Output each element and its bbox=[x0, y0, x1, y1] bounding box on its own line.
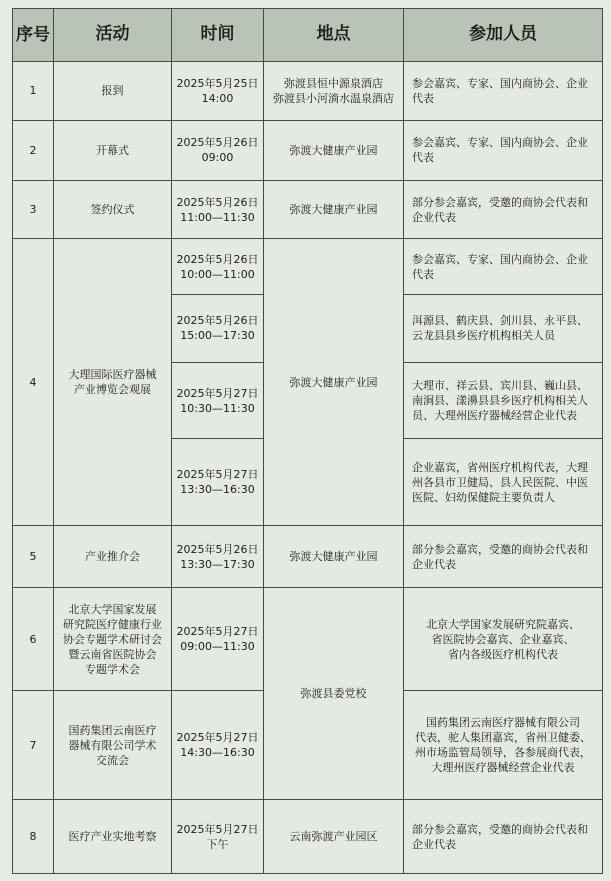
hour-line: 15:00—17:30 bbox=[180, 329, 255, 343]
seq-cell: 1 bbox=[13, 61, 54, 121]
time-cell bbox=[172, 294, 264, 362]
date-line: 2025年5月27日 bbox=[176, 822, 259, 836]
activity-line: 国药集团云南医疗 bbox=[68, 723, 157, 737]
participants-cell: 参会嘉宾、专家、国内商协会、企业代表 bbox=[404, 239, 603, 295]
header-row bbox=[13, 9, 603, 62]
date-line: 2025年5月26日 bbox=[176, 314, 259, 328]
date-line: 2025年5月27日 bbox=[176, 731, 259, 745]
time-cell bbox=[172, 180, 264, 239]
activity-cell bbox=[54, 691, 172, 800]
table-row bbox=[13, 800, 603, 874]
hour-line: 下午 bbox=[206, 837, 229, 851]
hour-line: 10:30—11:30 bbox=[180, 401, 255, 415]
header-activity: 活动 bbox=[54, 9, 172, 62]
time-cell bbox=[172, 121, 264, 181]
date-line: 2025年5月27日 bbox=[176, 468, 259, 482]
participants-cell: 企业嘉宾，省州医疗机构代表，大理州各县市卫健局、县人民医院、中医医院、妇幼保健院主要负责人 bbox=[404, 439, 603, 526]
participants-line: 州市场监管局领导，各参展商代表， bbox=[415, 746, 591, 760]
place-cell: 弥渡大健康产业园 bbox=[264, 239, 404, 526]
seq-cell: 3 bbox=[13, 180, 54, 239]
place-cell bbox=[264, 61, 404, 121]
table-row bbox=[13, 526, 603, 588]
time-cell bbox=[172, 362, 264, 439]
schedule-sheet bbox=[12, 8, 602, 874]
table-row bbox=[13, 61, 603, 121]
seq-cell: 6 bbox=[13, 587, 54, 690]
seq-cell: 4 bbox=[13, 239, 54, 526]
activity-line: 专题学术会 bbox=[85, 662, 140, 676]
seq-cell: 8 bbox=[13, 800, 54, 874]
activity-cell bbox=[54, 587, 172, 690]
date-line: 2025年5月26日 bbox=[176, 252, 259, 266]
activity-line: 研究院医疗健康行业 bbox=[63, 617, 162, 631]
participants-cell: 部分参会嘉宾，受邀的商协会代表和企业代表 bbox=[404, 800, 603, 874]
participants-line: 省医院协会嘉宾、企业嘉宾、 bbox=[431, 632, 575, 646]
activity-line: 产业博览会观展 bbox=[74, 383, 151, 397]
time-cell bbox=[172, 691, 264, 800]
table-row bbox=[13, 587, 603, 690]
schedule-table bbox=[12, 8, 603, 874]
place-cell: 弥渡县委党校 bbox=[264, 587, 404, 799]
participants-line: 大理州医疗器械经营企业代表 bbox=[431, 761, 575, 775]
time-cell bbox=[172, 800, 264, 874]
seq-cell: 5 bbox=[13, 526, 54, 588]
participants-cell bbox=[404, 691, 603, 800]
place-cell: 弥渡大健康产业园 bbox=[264, 180, 404, 239]
place-line: 弥渡县小河淌水温泉酒店 bbox=[273, 91, 394, 105]
activity-line: 北京大学国家发展 bbox=[68, 602, 157, 616]
time-cell bbox=[172, 526, 264, 588]
activity-cell: 报到 bbox=[54, 61, 172, 121]
date-line: 2025年5月25日 bbox=[176, 76, 259, 90]
header-participants: 参加人员 bbox=[404, 9, 603, 62]
hour-line: 13:30—17:30 bbox=[180, 557, 255, 571]
hour-line: 09:00 bbox=[201, 151, 234, 165]
hour-line: 10:00—11:00 bbox=[180, 267, 255, 281]
date-line: 2025年5月26日 bbox=[176, 542, 259, 556]
place-cell: 弥渡大健康产业园 bbox=[264, 526, 404, 588]
place-cell: 弥渡大健康产业园 bbox=[264, 121, 404, 181]
activity-cell: 开幕式 bbox=[54, 121, 172, 181]
date-line: 2025年5月27日 bbox=[176, 386, 259, 400]
time-cell bbox=[172, 587, 264, 690]
date-line: 2025年5月27日 bbox=[176, 625, 259, 638]
header-time: 时间 bbox=[172, 9, 264, 62]
participants-cell bbox=[404, 587, 603, 690]
table-row bbox=[13, 239, 603, 295]
hour-line: 14:00 bbox=[201, 91, 234, 105]
table-row bbox=[13, 121, 603, 181]
header-seq: 序号 bbox=[13, 9, 54, 62]
activity-cell bbox=[54, 239, 172, 526]
place-cell: 云南弥渡产业园区 bbox=[264, 800, 404, 874]
participants-cell: 参会嘉宾、专家、国内商协会、企业代表 bbox=[404, 61, 603, 121]
activity-cell: 医疗产业实地考察 bbox=[54, 800, 172, 874]
seq-cell: 7 bbox=[13, 691, 54, 800]
header-place: 地点 bbox=[264, 9, 404, 62]
activity-cell: 签约仪式 bbox=[54, 180, 172, 239]
participants-cell: 洱源县、鹤庆县、剑川县、永平县、云龙县县乡医疗机构相关人员 bbox=[404, 294, 603, 362]
time-cell bbox=[172, 239, 264, 295]
participants-cell: 大理市、祥云县、宾川县、巍山县、南涧县、漾濞县县乡医疗机构相关人员、大理州医疗器械经营企业代表 bbox=[404, 362, 603, 439]
hour-line: 13:30—16:30 bbox=[180, 483, 255, 497]
activity-line: 器械有限公司学术 bbox=[68, 738, 157, 752]
activity-cell: 产业推介会 bbox=[54, 526, 172, 588]
participants-line: 代表，驼人集团嘉宾，省州卫健委、 bbox=[415, 731, 591, 745]
activity-line: 暨云南省医院协会 bbox=[68, 647, 157, 661]
hour-line: 11:00—11:30 bbox=[180, 210, 255, 224]
date-line: 2025年5月26日 bbox=[176, 195, 259, 209]
activity-line: 协会专题学术研讨会 bbox=[63, 632, 162, 646]
time-cell bbox=[172, 439, 264, 526]
participants-line: 北京大学国家发展研究院嘉宾、 bbox=[426, 617, 580, 631]
activity-line: 交流会 bbox=[96, 753, 129, 767]
hour-line: 14:30—16:30 bbox=[180, 746, 255, 760]
participants-line: 省内各级医疗机构代表 bbox=[448, 647, 558, 661]
participants-cell: 部分参会嘉宾，受邀的商协会代表和企业代表 bbox=[404, 526, 603, 588]
time-cell bbox=[172, 61, 264, 121]
participants-cell: 部分参会嘉宾，受邀的商协会代表和企业代表 bbox=[404, 180, 603, 239]
seq-cell: 2 bbox=[13, 121, 54, 181]
hour-line: 09:00—11:30 bbox=[180, 640, 255, 653]
date-line: 2025年5月26日 bbox=[176, 136, 259, 150]
participants-line: 国药集团云南医疗器械有限公司 bbox=[426, 716, 580, 730]
activity-line: 大理国际医疗器械 bbox=[68, 368, 157, 382]
participants-cell: 参会嘉宾、专家、国内商协会、企业代表 bbox=[404, 121, 603, 181]
table-row bbox=[13, 180, 603, 239]
place-line: 弥渡县恒中源泉酒店 bbox=[284, 76, 383, 90]
